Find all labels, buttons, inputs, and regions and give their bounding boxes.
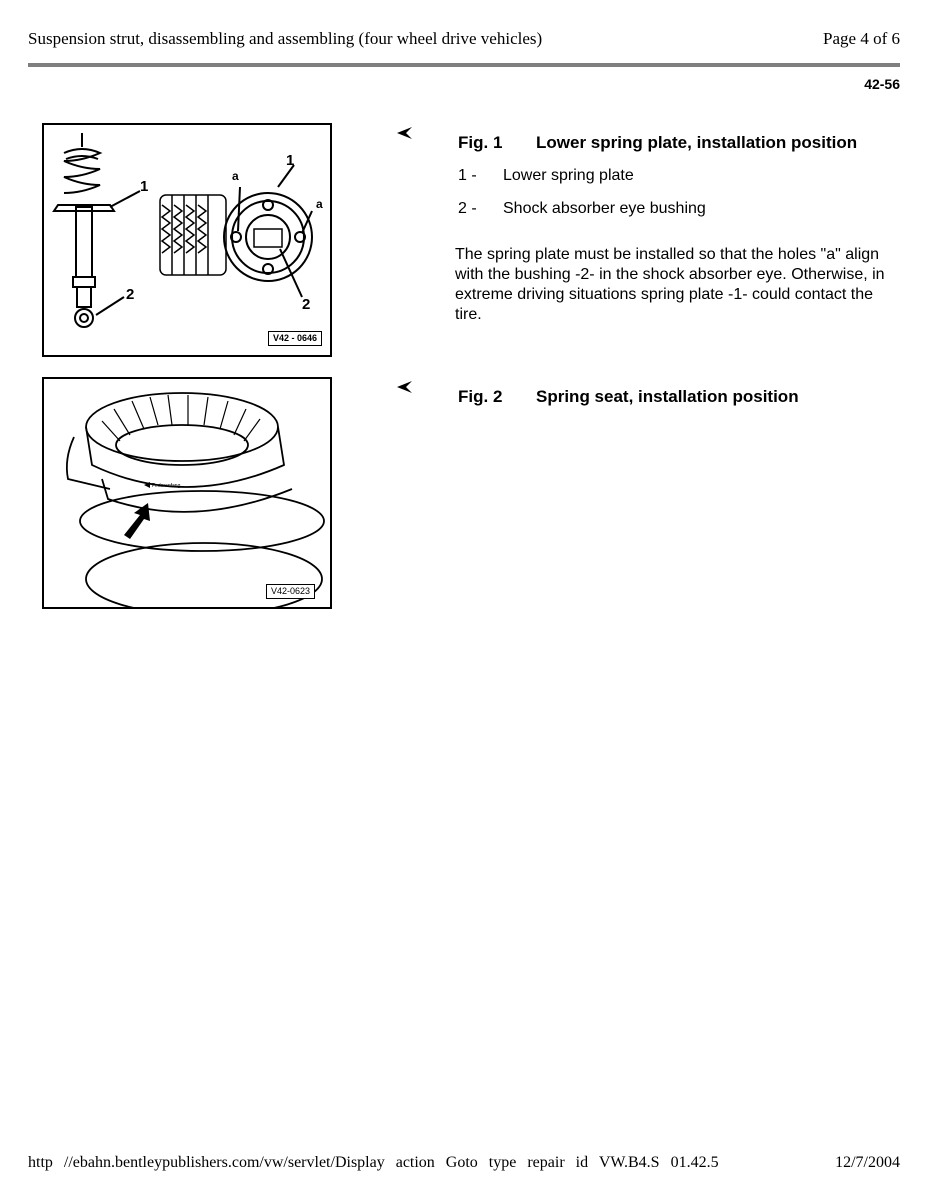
document-title: Suspension strut, disassembling and assembling (four wheel drive vehicles) [28, 29, 543, 48]
page-header [28, 26, 900, 52]
spring-seat-drawing [44, 379, 330, 607]
figure-2-illustration [42, 377, 332, 609]
section-code: 42-56 [864, 76, 900, 92]
figure-2-code: V42-0623 [266, 584, 315, 599]
spring-start-label: Federanfang [152, 483, 181, 489]
legend-item-number: 1 - [458, 167, 477, 184]
page-number: Page 4 of 6 [823, 29, 900, 48]
callout-a-right: a [316, 197, 323, 211]
legend-item [458, 167, 634, 185]
callout-a-left: a [232, 169, 239, 183]
print-date: 12/7/2004 [835, 1154, 900, 1171]
callout-2-left: 2 [126, 286, 135, 303]
figure-2-number: Fig. 2 [458, 387, 503, 406]
pointer-arrow-icon [396, 380, 414, 394]
figure-2-title: Spring seat, installation position [536, 387, 799, 406]
header-rule [28, 63, 900, 67]
source-url: http //ebahn.bentleypublishers.com/vw/servlet/Display action Goto type repair id VW.B4.S 01.42.5 [28, 1154, 719, 1171]
callout-2-right: 2 [302, 296, 311, 313]
legend-item [458, 200, 706, 218]
installation-note: The spring plate must be installed so that the holes "a" align with the bushing -2- in the shock absorber eye. Otherwise, in extreme driving situations spring plate -1- could contact the tire. [455, 246, 885, 323]
figure-1-title: Lower spring plate, installation position [536, 133, 858, 152]
callout-1-left: 1 [140, 178, 149, 195]
figure-1-number: Fig. 1 [458, 133, 503, 152]
legend-item-label: Lower spring plate [503, 167, 634, 184]
figure-1-code: V42 - 0646 [268, 331, 322, 346]
pointer-arrow-icon [396, 126, 414, 140]
figure-2-heading [458, 387, 799, 407]
figure-1-heading [458, 133, 857, 153]
figure-1-illustration [42, 123, 332, 357]
legend-item-label: Shock absorber eye bushing [503, 200, 706, 217]
callout-1-right: 1 [286, 152, 295, 169]
legend-item-number: 2 - [458, 200, 477, 217]
